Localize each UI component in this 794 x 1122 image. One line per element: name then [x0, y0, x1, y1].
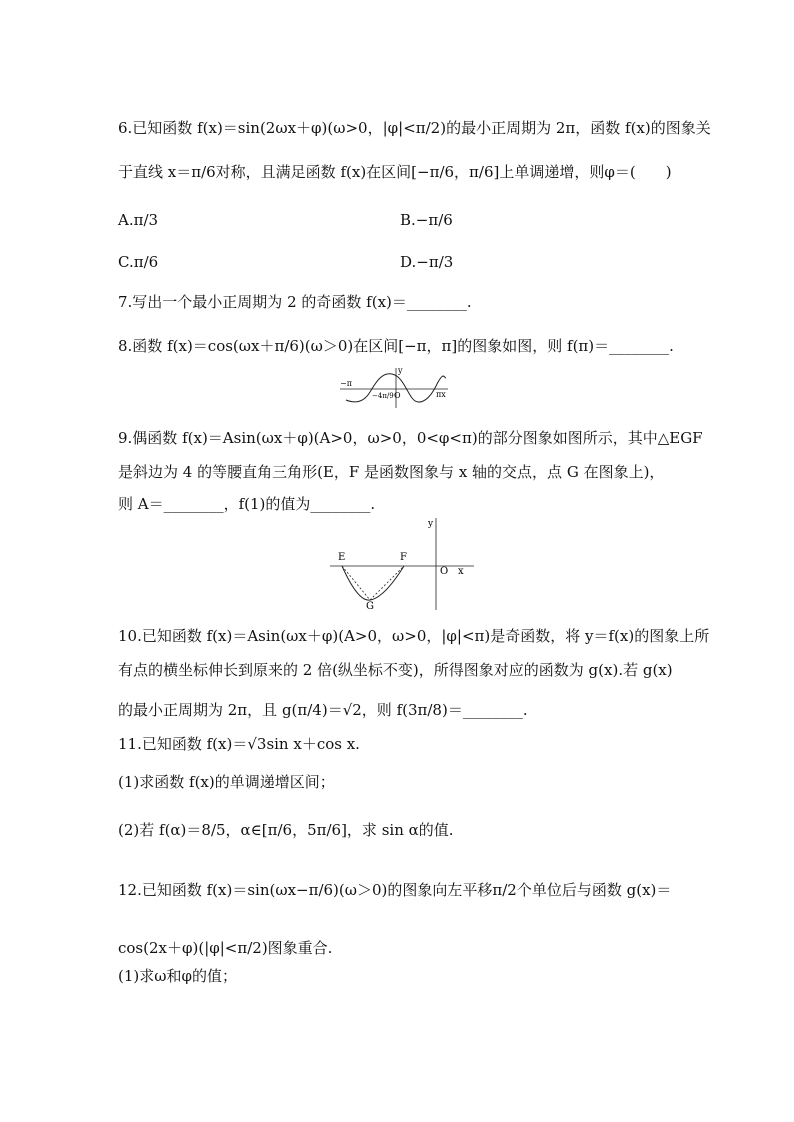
- q8-label-pi-x: πx: [436, 390, 446, 399]
- q6-option-c: C.π/6: [118, 253, 159, 271]
- q9-label-y: y: [428, 519, 434, 529]
- q6-line1: 6.已知函数 f(x)＝sin(2ωx＋φ)(ω>0，|φ|<π/2)的最小正周期为 2π，函数 f(x)的图象关: [118, 119, 711, 137]
- q12-part1: (1)求ω和φ的值；: [118, 967, 237, 985]
- q11-part2: (2)若 f(α)＝8/5，α∈[π/6，5π/6]，求 sin α的值.: [118, 821, 454, 839]
- q9-label-f: F: [400, 552, 407, 563]
- q8-text: 8.函数 f(x)＝cos(ωx＋π/6)(ω＞0)在区间[−π，π]的图象如图，则 f(π)＝________.: [118, 337, 674, 355]
- q6-option-a: A.π/3: [118, 211, 159, 229]
- q9-curve: [342, 566, 404, 600]
- q10-line2: 有点的横坐标伸长到原来的 2 倍(纵坐标不变)，所得图象对应的函数为 g(x).若 g(x): [118, 661, 673, 679]
- q9-line3: 则 A＝________，f(1)的值为________.: [118, 495, 376, 513]
- q8-label-tick: −4π/9: [372, 392, 394, 400]
- q6-option-b: B.−π/6: [400, 211, 453, 229]
- q9-label-origin: O: [440, 566, 449, 577]
- q10-line3: 的最小正周期为 2π，且 g(π/4)＝√2，则 f(3π/8)＝________.: [118, 701, 528, 719]
- q10-line1: 10.已知函数 f(x)＝Asin(ωx＋φ)(A>0，ω>0，|φ|<π)是奇函数，将 y＝f(x)的图象上所: [118, 627, 710, 645]
- q12-line2: cos(2x＋φ)(|φ|<π/2)图象重合.: [118, 939, 333, 957]
- q9-label-g: G: [366, 601, 374, 612]
- q9-label-x: x: [458, 566, 464, 577]
- q12-line1: 12.已知函数 f(x)＝sin(ωx−π/6)(ω＞0)的图象向左平移π/2个单位后与函数 g(x)＝: [118, 881, 672, 899]
- q11-part1: (1)求函数 f(x)的单调递增区间；: [118, 773, 335, 791]
- q8-label-origin: O: [394, 391, 401, 400]
- q9-line1: 9.偶函数 f(x)＝Asin(ωx＋φ)(A>0，ω>0，0<φ<π)的部分图象如图所示，其中△EGF: [118, 429, 703, 447]
- q8-label-y: y: [398, 366, 403, 375]
- q8-label-neg-pi: −π: [340, 379, 352, 388]
- q11-line1: 11.已知函数 f(x)＝√3sin x＋cos x.: [118, 735, 360, 753]
- q7-text: 7.写出一个最小正周期为 2 的奇函数 f(x)＝________.: [118, 293, 472, 311]
- q9-triangle-graph: [328, 516, 478, 612]
- q9-edge-eg: [342, 566, 370, 600]
- q9-line2: 是斜边为 4 的等腰直角三角形(E，F 是函数图象与 x 轴的交点，点 G 在图象上)，: [118, 463, 665, 481]
- q9-label-e: E: [338, 552, 346, 563]
- q6-line2: 于直线 x＝π/6对称，且满足函数 f(x)在区间[−π/6，π/6]上单调递增，则φ＝( ): [118, 163, 672, 181]
- q8-cosine-graph: [336, 364, 456, 410]
- q6-option-d: D.−π/3: [400, 253, 454, 271]
- q9-edge-gf: [370, 566, 404, 600]
